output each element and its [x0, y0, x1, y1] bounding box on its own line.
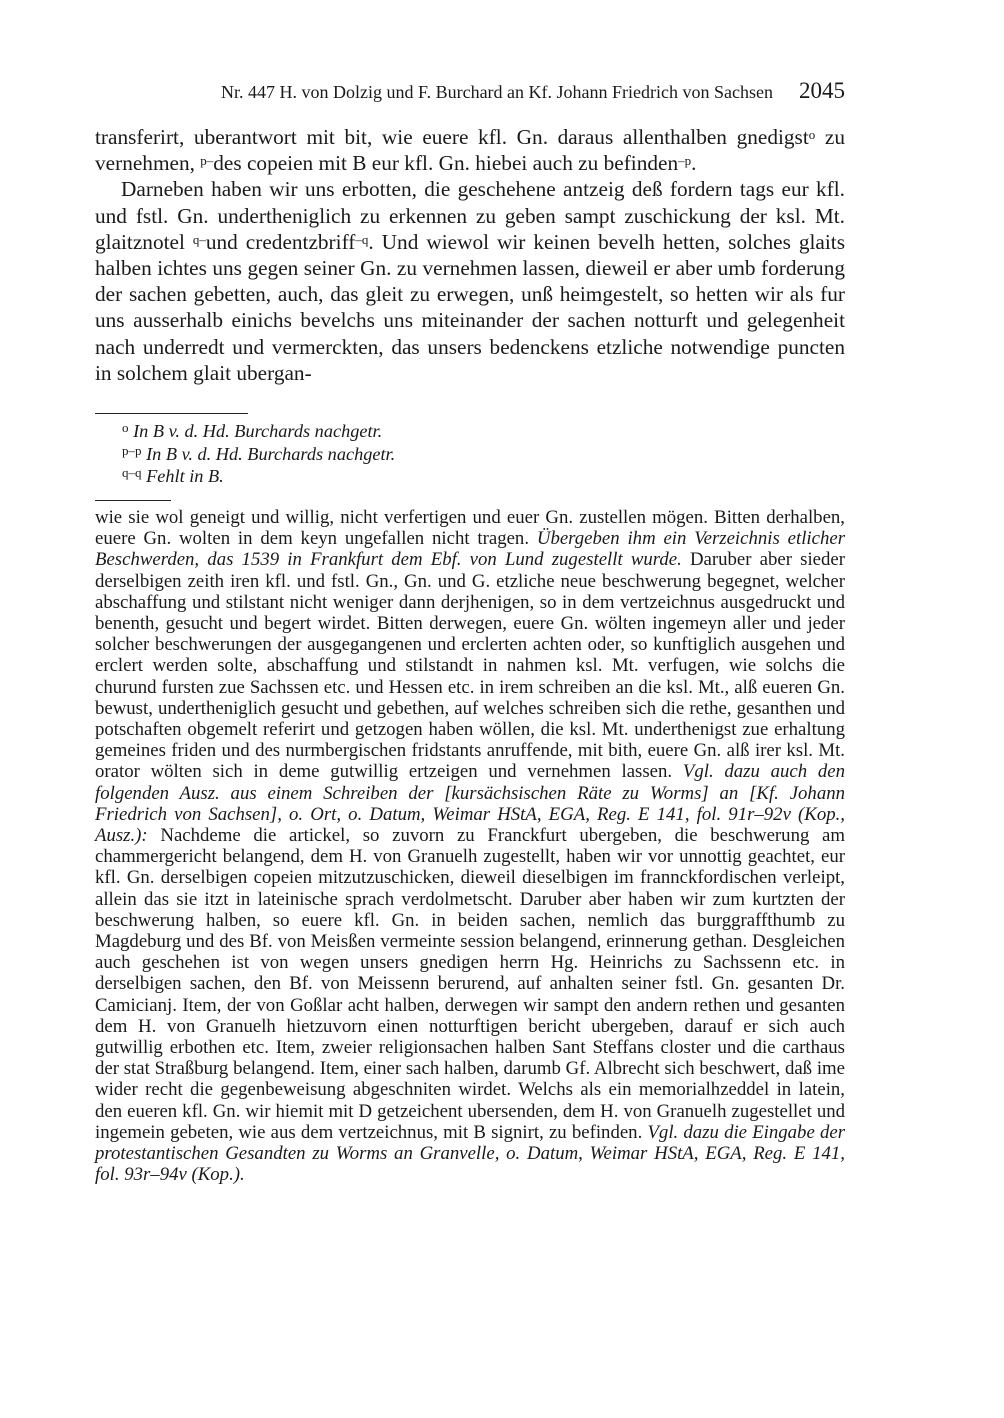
footnote	[122, 420, 395, 443]
footnote-mark-p-open: p–	[200, 153, 214, 169]
commentary-italic-3: Vgl. dazu die Eingabe der protestantischen Gesandten zu Worms an Granvelle, o. Datum, Weimar HStA, EGA, Reg. E 141, fol. 93r–94v (Kop.).	[95, 1121, 845, 1186]
p2-text-a: Darneben haben wir uns erbotten, die geschehene antzeig deß fordern tags eur kfl. und fstl. Gn. undertheniglich zu erkennen zu geben sampt zuschickung der ksl. Mt. glaitznotel	[95, 177, 845, 254]
commentary-italic-2: Vgl. dazu auch den folgenden Ausz. aus einem Schreiben der [kursächsischen Räte zu Worms] an [Kf. Johann Friedrich von Sachsen], o. Ort, o. Datum, Weimar HStA, EGA, Reg. E 141, fol. 91r–92v (Kop., Ausz.):	[95, 761, 845, 847]
footnote-mark-o: o	[808, 127, 816, 142]
paragraph-2	[95, 176, 845, 386]
footnote-mark: p–p	[122, 442, 142, 458]
commentary-italic-1: Übergeben ihm ein Verzeichnis etlicher Beschwerden, das 1539 in Frankfurt dem Ebf. von Lund zugestellt wurde.	[95, 528, 845, 571]
footnote-mark-p-close: –p	[678, 153, 692, 169]
running-title: Nr. 447 H. von Dolzig und F. Burchard an Kf. Johann Friedrich von Sachsen	[221, 82, 773, 102]
footnote-mark-q-open: q–	[192, 231, 206, 247]
p2-text-c: . Und wiewol wir keinen bevelh hetten, solches glaits halben ichtes uns gegen seiner Gn. zu vernehmen lassen, dieweil er aber umb forderung der sachen gebetten, auch, das gleit zu erwegen, unß heimgestelt, so hetten wir als fur uns ausserhalb einichs bevelchs uns miteinander der sachen notturft und gelegenheit nach underredt und vermerckten, das unsers bedenckens etzliche notwendige puncten in solchem glait ubergan-	[95, 229, 845, 385]
page-number: 2045	[799, 78, 845, 103]
p1-text-b: zu vernehmen,	[95, 125, 845, 176]
footnote-text: Fehlt in B.	[146, 466, 224, 486]
footnote-mark: q–q	[122, 465, 142, 480]
commentary-text-2: Daruber aber sieder derselbigen zeith iren kfl. und fstl. Gn., Gn. und G. etzliche neue beschwerung begegnet, welcher abschaffung und stilstant nicht weniger dann derjhenigen, so in dem vertzeichnus ausgedruckt und benenth, gesucht und begert wirdet. Bitten derwegen, euere Gn. wölten ingemeyn aller und jeder solcher beschwerungen der ausgegangenen und erclerten achten oder, so kunftiglich ausgehen und erclert werden solte, abschaffung und stilstandt in nahmen ksl. Mt. verfugen, wie solchs die churund fursten zue Sachssen etc. und Hessen etc. in irem schreiben an die ksl. Mt., alß eueren Gn. bewust, undertheniglich gesucht und gebethen, auf welches schreiben sich die rethe, gesanthen und potschaften obgemelt referirt und getzogen haben wöllen, die ksl. Mt. underthenigst zue erhaltung gemeines friden und des nurmbergischen fridstants anruffende, mit bith, euere Gn. alß irer ksl. Mt. orator wölten sich in deme gutwillig ertzeigen und vernehmen lassen.	[95, 549, 846, 783]
footnote-text: In B v. d. Hd. Burchards nachgetr.	[133, 421, 383, 441]
paragraph-1	[95, 124, 845, 176]
commentary-note	[95, 507, 845, 1186]
commentary-divider	[95, 500, 171, 501]
running-header	[95, 76, 845, 108]
commentary-paragraph	[95, 507, 845, 1186]
p1-text-d: .	[691, 151, 697, 176]
p2-text-b: und credentzbriff	[205, 229, 356, 254]
footnote-divider	[95, 413, 248, 414]
page	[95, 76, 845, 386]
footnote	[122, 443, 395, 466]
footnote-mark-q-close: –q	[355, 231, 369, 247]
footnote-text: In B v. d. Hd. Burchards nachgetr.	[146, 443, 396, 464]
textual-notes	[122, 420, 395, 488]
footnote-mark: o	[122, 420, 129, 435]
main-text	[95, 124, 845, 386]
p1-text-c: des copeien mit B eur kfl. Gn. hiebei auch zu befinden	[213, 151, 679, 176]
commentary-text-3: Nachdeme die artickel, so zuvorn zu Franckfurt ubergeben, die beschwerung am chammergericht belangend, dem H. von Granuelh zugestellt, haben wir vor unnottig geachtet, eur kfl. Gn. derselbigen copeien mitzutzuschicken, dieweil dieselbigen im frannckfordischen verleipt, allein das sie itzt in lateinische sprach verdolmetscht. Daruber aber haben wir zum kurtzten der beschwerung halben, so euere kfl. Gn. in beiden sachen, nemlich das burggraffthumb zu Magdeburg und des Bf. von Meisßen vermeinte session belangend, erinnerung gethan. Desgleichen auch geschehen ist von wegen unsers gnedigen herrn Hg. Heinrichs zu Sachssenn etc. in derselbigen sachen, den Bf. von Meissenn berurend, auf anhalten seiner fstl. Gn. gesanten Dr. Camicianj. Item, der von Goßlar acht halben, derwegen wir sampt den andern rethen und gesanten dem H. von Granuelh hietzuvorn einen notturftigen bericht ubergeben, darauf er sich auch gutwillig erbothen etc. Item, zweier religionsachen halben Sant Steffans closter und die carthaus der stat Straßburg belangend. Item, einer sach halben, darumb Gf. Albrecht sich beschwert, daß ime wider recht die gegenbeweisung abgeschniten wirdet. Welchs als ein memorialhzeddel in latein, den eueren kfl. Gn. wir hiemit mit D getzeichent ubersenden, dem H. von Granuelh zugestellet und ingemein gebeten, wie aus dem vertzeichnus, mit B signirt, zu befinden.	[95, 825, 845, 1143]
p1-text-a: transferirt, uberantwort mit bit, wie euere kfl. Gn. daraus allenthalben gnedigst	[95, 125, 809, 149]
footnote	[122, 465, 395, 488]
commentary-text-1: wie sie wol geneigt und willig, nicht verfertigen und euer Gn. zustellen mögen. Bitten derhalben, euere Gn. wolten in dem keyn ungefallen nicht tragen.	[95, 507, 845, 550]
